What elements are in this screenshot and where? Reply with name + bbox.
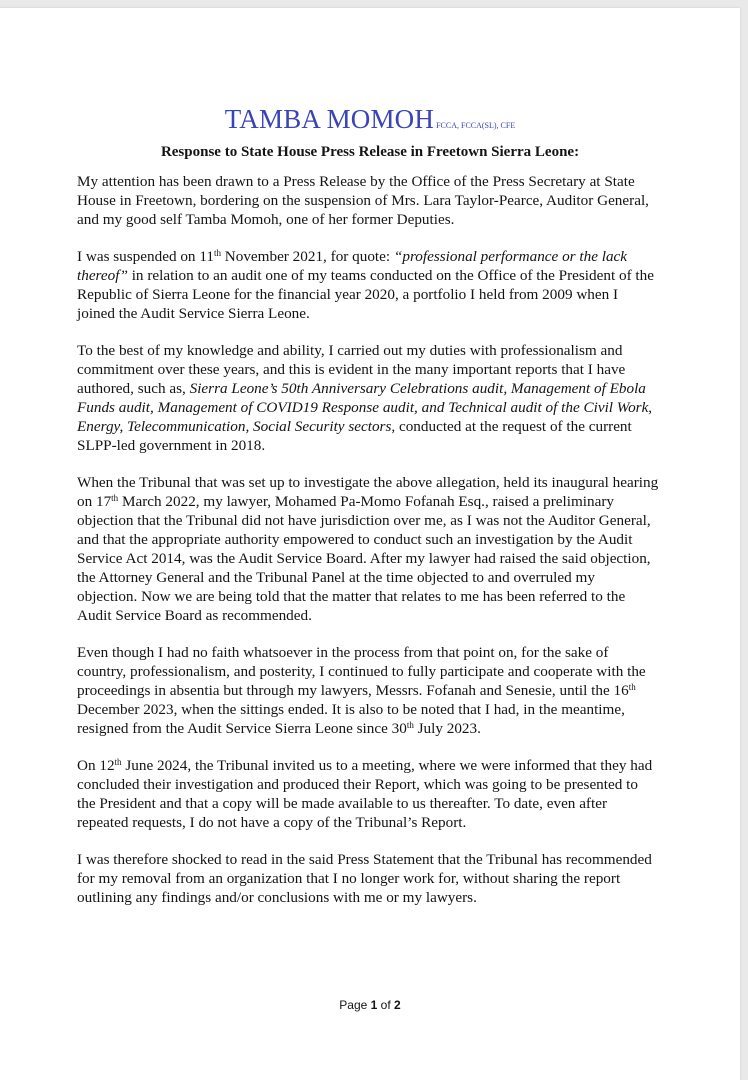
text-run: December 2023, when the sittings ended. It is also to be noted that I had, in the meantime, resigned from the Audit Service Sierra Leone since 30 xyxy=(77,701,625,737)
text-run: On 12 xyxy=(77,757,115,774)
ordinal-suffix: th xyxy=(213,248,221,258)
of-label: of xyxy=(380,998,391,1012)
paragraph-1: My attention has been drawn to a Press Release by the Office of the Press Secretary at State House in Freetown, bordering on the suspension of Mrs. Lara Taylor-Pearce, Auditor General, and my good self Tamba Momoh, one of her former Deputies. xyxy=(77,173,649,228)
ordinal-suffix: th xyxy=(111,493,119,503)
ordinal-suffix: th xyxy=(628,682,636,692)
quoted-reason: “professional performance or the lack thereof” xyxy=(77,248,628,284)
current-page: 1 xyxy=(370,998,378,1012)
text-run: Even though I had no faith whatsoever in the process from that point on, for the sake of country, professionalism, and posterity, I continued to fully participate and cooperate with the proceedings in absentia but through my lawyers, Messrs. Fofanah and Senesie, until the 16 xyxy=(77,644,646,699)
text-run: November 2021, for quote: xyxy=(220,248,394,265)
ordinal-suffix: th xyxy=(114,757,122,767)
document-title: Response to State House Press Release in Freetown Sierra Leone: xyxy=(160,144,580,160)
text-run: in relation to an audit one of my teams conducted on the Office of the President of the Republic of Sierra Leone for the financial year 2020, a portfolio I held from 2009 when I joined the Audit Service Sierra Leone. xyxy=(77,267,654,322)
ordinal-suffix: th xyxy=(406,720,414,730)
total-pages: 2 xyxy=(394,998,401,1012)
text-run: March 2022, my lawyer, Mohamed Pa-Momo Fofanah Esq., raised a preliminary objection that the Tribunal did not have jurisdiction over me, as I was not the Auditor General, and that the appropriate authority empowered to conduct such an investigation by the Audit Service Act 2014, was the Audit Service Board. After my lawyer had raised the said objection, the Attorney General and the Tribunal Panel at the time objected to and overruled my objection. Now we are being told that the matter that relates to me has been referred to the Audit Service Board as recommended. xyxy=(77,493,651,624)
paragraph-7: I was therefore shocked to read in the said Press Statement that the Tribunal has recommended for my removal from an organization that I no longer work for, without sharing the report outlining any findings and/or conclusions with me or my lawyers. xyxy=(77,851,652,906)
document-page xyxy=(0,8,740,1080)
text-run: June 2024, the Tribunal invited us to a meeting, where we were informed that they had concluded their investigation and produced their Report, which was going to be presented to the President and that a copy will be made available to us thereafter. To date, even after repeated requests, I do not have a copy of the Tribunal’s Report. xyxy=(77,757,653,831)
paragraph-3 xyxy=(77,341,659,455)
text-run: When the Tribunal that was set up to investigate the above allegation, held its inaugural hearing on 17 xyxy=(77,474,659,510)
page-number xyxy=(0,998,740,1012)
letterhead xyxy=(0,104,740,135)
author-name: TAMBA MOMOH xyxy=(224,104,435,134)
text-run: To the best of my knowledge and ability, I carried out my duties with professionalism and commitment over these years, and this is evident in the many important reports that I have authored, such as, xyxy=(77,342,626,397)
text-run: I was suspended on 11 xyxy=(77,248,214,265)
text-run: , conducted at the request of the current SLPP-led government in 2018. xyxy=(77,418,632,454)
author-credentials: FCCA, FCCA(SL), CFE xyxy=(436,121,516,130)
paragraph-4 xyxy=(77,473,659,625)
reports-list: Sierra Leone’s 50th Anniversary Celebrations audit, Management of Ebola Funds audit, Management of COVID19 Response audit, and Technical audit of the Civil Work, Energy, Telecommunication, Social Security sectors xyxy=(77,380,653,435)
document-body xyxy=(77,172,659,925)
paragraph-5 xyxy=(77,643,659,738)
page-label: Page xyxy=(339,998,368,1012)
text-run: July 2023. xyxy=(413,720,481,737)
paragraph-2 xyxy=(77,247,659,323)
paragraph-6 xyxy=(77,756,659,832)
